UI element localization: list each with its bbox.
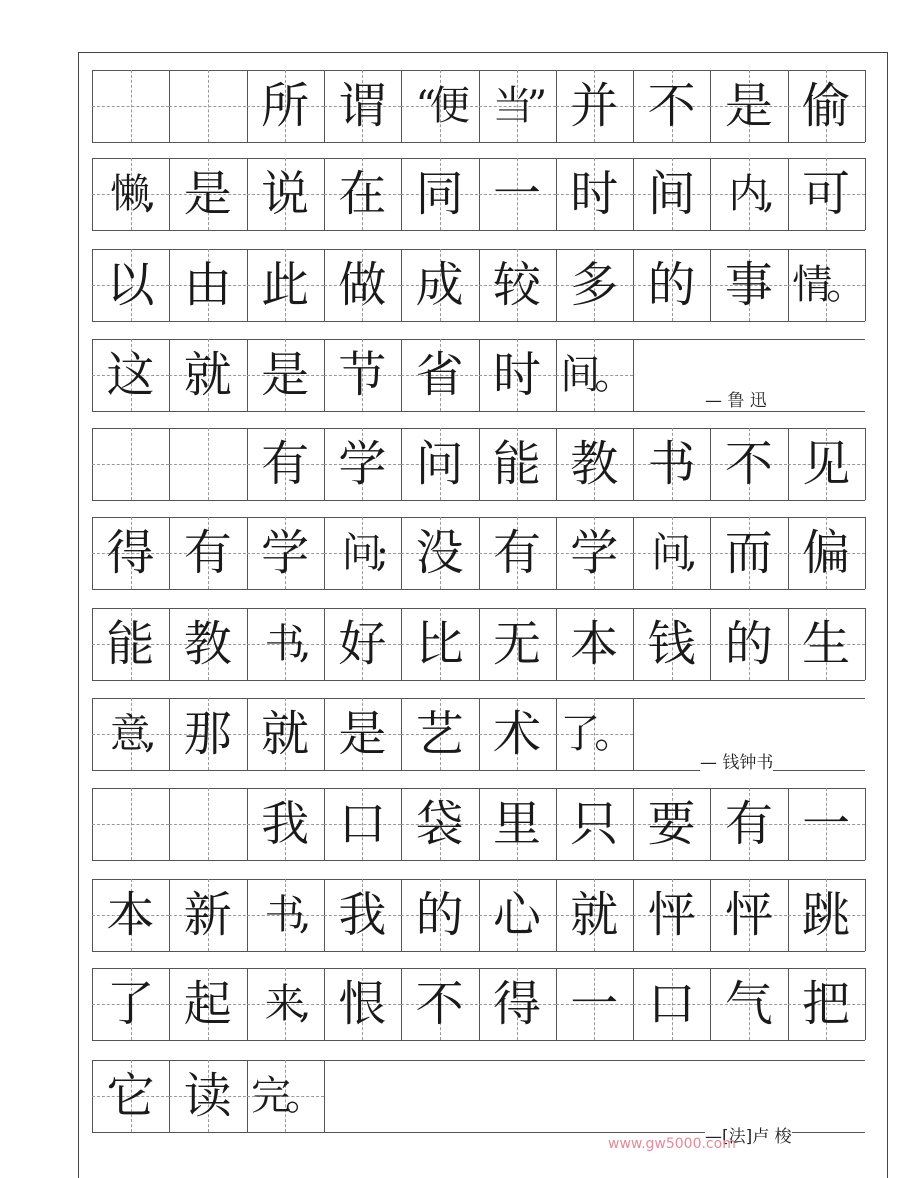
- cell-character: [92, 70, 169, 142]
- watermark-url: www.gw5000.com: [608, 1136, 736, 1152]
- grid-cell: [633, 158, 710, 230]
- cell-character: 较: [492, 257, 541, 313]
- cell-character: 有: [261, 436, 310, 492]
- cell-character: 所: [261, 78, 310, 134]
- grid-cell: [710, 428, 787, 500]
- cell-character: 谓: [338, 78, 387, 134]
- grid-cell: [401, 879, 478, 951]
- row-rule-bottom: [92, 1040, 865, 1041]
- cell-character: 事: [724, 257, 773, 313]
- grid-cell: [710, 608, 787, 680]
- grid-cell: [247, 428, 324, 500]
- cell-character: 得: [106, 525, 155, 581]
- cell-character: 好: [338, 616, 387, 672]
- grid-row: [92, 879, 865, 951]
- cell-border: [865, 70, 866, 142]
- cell-character: [92, 788, 169, 860]
- row-rule-bottom: [92, 411, 865, 412]
- cell-character: 恨: [338, 976, 387, 1032]
- grid-cell: [710, 788, 787, 860]
- cell-border: [865, 158, 866, 230]
- grid-cell: [169, 428, 246, 500]
- grid-cell: [556, 517, 633, 589]
- grid-cell: [788, 249, 865, 321]
- grid-cell: [633, 70, 710, 142]
- grid-cell: [479, 517, 556, 589]
- cell-character: 读: [183, 1068, 232, 1124]
- cell-character: 能: [492, 436, 541, 492]
- cell-character: 此: [261, 257, 310, 313]
- cell-character: 书: [647, 436, 696, 492]
- grid-cell: [633, 879, 710, 951]
- cell-character: 不: [724, 436, 773, 492]
- grid-cell: [324, 517, 401, 589]
- row-rule-bottom: [92, 230, 865, 231]
- grid-cell: [92, 339, 169, 411]
- grid-cell: [324, 70, 401, 142]
- grid-cell: [633, 788, 710, 860]
- attribution-qianzhongshu: — 钱钟书: [700, 748, 773, 773]
- grid-cell: [247, 70, 324, 142]
- cell-character: 情。: [792, 262, 861, 308]
- cell-border: [865, 879, 866, 951]
- cell-character: 本: [106, 887, 155, 943]
- grid-cell: [324, 428, 401, 500]
- grid-row: [92, 428, 865, 500]
- grid-cell: [479, 788, 556, 860]
- grid-cell: [92, 879, 169, 951]
- grid-cell: [247, 158, 324, 230]
- cell-character: 问;: [341, 530, 384, 576]
- grid-row: [92, 608, 865, 680]
- cell-character: 比: [415, 616, 464, 672]
- grid-cell: [788, 968, 865, 1040]
- cell-character: 偏: [802, 525, 851, 581]
- grid-cell: [710, 249, 787, 321]
- row-rule-bottom: [92, 500, 865, 501]
- cell-character: 怦: [724, 887, 773, 943]
- grid-cell: [92, 788, 169, 860]
- grid-cell: [556, 879, 633, 951]
- cell-border: [865, 788, 866, 860]
- cell-character: 一: [570, 976, 619, 1032]
- cell-character: 里: [492, 796, 541, 852]
- grid-cell: [324, 698, 401, 770]
- grid-cell: [401, 608, 478, 680]
- grid-cell: [556, 158, 633, 230]
- row-rule-bottom: [92, 680, 865, 681]
- grid-cell: [401, 249, 478, 321]
- cell-character: “便: [415, 83, 464, 129]
- grid-cell: [92, 698, 169, 770]
- grid-cell: [169, 879, 246, 951]
- grid-cell: [324, 608, 401, 680]
- cell-character: 的: [647, 257, 696, 313]
- cell-character: 不: [415, 976, 464, 1032]
- cell-character: 有: [183, 525, 232, 581]
- cell-character: 把: [802, 976, 851, 1032]
- cell-character: 就: [183, 347, 232, 403]
- grid-row: [92, 249, 865, 321]
- cell-border: [865, 428, 866, 500]
- cell-character: 那: [183, 706, 232, 762]
- cell-character: 懒,: [110, 171, 151, 217]
- cell-character: 间。: [560, 352, 629, 398]
- grid-cell: [92, 249, 169, 321]
- cell-character: 就: [261, 706, 310, 762]
- grid-cell: [92, 968, 169, 1040]
- grid-row: [92, 158, 865, 230]
- grid-cell: [169, 968, 246, 1040]
- grid-cell: [633, 517, 710, 589]
- cell-character: 完。: [251, 1073, 320, 1119]
- grid-cell: [401, 70, 478, 142]
- cell-border: [865, 517, 866, 589]
- cell-character: 省: [415, 347, 464, 403]
- cell-character: 同: [415, 166, 464, 222]
- grid-cell: [633, 249, 710, 321]
- cell-character: 书,: [264, 892, 306, 938]
- cell-character: 术: [492, 706, 541, 762]
- cell-character: 一: [492, 166, 541, 222]
- cell-character: 能: [106, 616, 155, 672]
- cell-character: 一: [802, 796, 851, 852]
- grid-cell: [788, 70, 865, 142]
- cell-character: 学: [338, 436, 387, 492]
- attribution-luxun: — 鲁 迅: [705, 386, 767, 411]
- cell-character: 我: [338, 887, 387, 943]
- row-rule-bottom: [92, 589, 865, 590]
- cell-border: [865, 249, 866, 321]
- grid-cell: [788, 517, 865, 589]
- grid-row: [92, 70, 865, 142]
- grid-cell: [169, 517, 246, 589]
- cell-character: 只: [570, 796, 619, 852]
- grid-cell: [92, 70, 169, 142]
- grid-cell: [169, 249, 246, 321]
- grid-cell: [247, 608, 324, 680]
- grid-cell: [479, 339, 556, 411]
- cell-character: 时: [492, 347, 541, 403]
- grid-cell: [710, 968, 787, 1040]
- grid-cell: [247, 879, 324, 951]
- cell-character: 气: [724, 976, 773, 1032]
- grid-cell: [479, 968, 556, 1040]
- grid-cell: [92, 158, 169, 230]
- cell-character: 跳: [802, 887, 851, 943]
- cell-character: 以: [106, 257, 155, 313]
- grid-cell: [479, 249, 556, 321]
- grid-cell: [401, 517, 478, 589]
- cell-character: 本: [570, 616, 619, 672]
- cell-character: 这: [106, 347, 155, 403]
- grid-cell: [247, 249, 324, 321]
- cell-character: 教: [570, 436, 619, 492]
- grid-cell: [479, 608, 556, 680]
- cell-character: 起: [183, 976, 232, 1032]
- grid-cell: [324, 879, 401, 951]
- grid-cell: [169, 70, 246, 142]
- cell-character: 当”: [492, 83, 542, 129]
- grid-cell: [247, 339, 324, 411]
- cell-character: 书,: [264, 621, 306, 667]
- grid-cell: [92, 428, 169, 500]
- cell-character: 是: [724, 78, 773, 134]
- grid-cell: [556, 428, 633, 500]
- cell-character: 生: [802, 616, 851, 672]
- cell-character: 教: [183, 616, 232, 672]
- cell-border: [633, 339, 634, 411]
- grid-cell: [92, 517, 169, 589]
- row-rule-bottom: [92, 860, 865, 861]
- cell-border: [324, 1060, 325, 1132]
- cell-character: 多: [570, 257, 619, 313]
- grid-cell: [788, 428, 865, 500]
- cell-character: 说: [261, 166, 310, 222]
- cell-character: 成: [415, 257, 464, 313]
- grid-cell: [401, 788, 478, 860]
- cell-character: 是: [261, 347, 310, 403]
- grid-cell: [324, 968, 401, 1040]
- cell-character: 而: [724, 525, 773, 581]
- grid-cell: [479, 428, 556, 500]
- cell-character: 袋: [415, 796, 464, 852]
- cell-character: 的: [724, 616, 773, 672]
- cell-character: 间: [647, 166, 696, 222]
- cell-character: 问,: [651, 530, 692, 576]
- grid-cell: [401, 698, 478, 770]
- cell-character: 了。: [560, 711, 629, 757]
- grid-cell: [788, 608, 865, 680]
- cell-character: 无: [492, 616, 541, 672]
- cell-character: [92, 428, 169, 500]
- cell-character: [169, 788, 246, 860]
- attribution-rousseau: —[法]卢 梭: [705, 1122, 792, 1147]
- grid-cell: [169, 698, 246, 770]
- grid-cell: [324, 249, 401, 321]
- grid-cell: [324, 339, 401, 411]
- cell-character: 是: [338, 706, 387, 762]
- cell-character: 口: [338, 796, 387, 852]
- grid-cell: [247, 698, 324, 770]
- grid-cell: [479, 158, 556, 230]
- grid-cell: [247, 788, 324, 860]
- grid-cell: [556, 788, 633, 860]
- cell-character: 来,: [264, 981, 306, 1027]
- grid-cell: [633, 608, 710, 680]
- cell-character: 在: [338, 166, 387, 222]
- grid-cell: [788, 879, 865, 951]
- grid-cell: [401, 158, 478, 230]
- grid-row: [92, 788, 865, 860]
- cell-character: 了: [106, 976, 155, 1032]
- grid-cell: [169, 339, 246, 411]
- grid-cell: [247, 1060, 324, 1132]
- cell-character: 怦: [647, 887, 696, 943]
- cell-character: 不: [647, 78, 696, 134]
- cell-character: 意,: [110, 711, 151, 757]
- cell-character: 就: [570, 887, 619, 943]
- cell-character: 没: [415, 525, 464, 581]
- grid-cell: [169, 608, 246, 680]
- cell-character: 做: [338, 257, 387, 313]
- grid-cell: [788, 158, 865, 230]
- grid-cell: [556, 698, 633, 770]
- grid-cell: [401, 968, 478, 1040]
- grid-cell: [633, 428, 710, 500]
- grid-cell: [169, 1060, 246, 1132]
- grid-cell: [92, 1060, 169, 1132]
- grid-cell: [556, 608, 633, 680]
- cell-character: 由: [183, 257, 232, 313]
- cell-character: 问: [415, 436, 464, 492]
- cell-character: 时: [570, 166, 619, 222]
- grid-cell: [247, 968, 324, 1040]
- cell-border: [865, 968, 866, 1040]
- cell-character: 学: [261, 525, 310, 581]
- cell-character: 节: [338, 347, 387, 403]
- grid-cell: [556, 968, 633, 1040]
- grid-cell: [169, 788, 246, 860]
- cell-border: [865, 608, 866, 680]
- cell-character: 有: [492, 525, 541, 581]
- grid-cell: [556, 339, 633, 411]
- grid-cell: [710, 158, 787, 230]
- grid-cell: [479, 698, 556, 770]
- row-rule-bottom: [92, 321, 865, 322]
- cell-character: 可: [802, 166, 851, 222]
- grid-cell: [556, 249, 633, 321]
- cell-character: 它: [106, 1068, 155, 1124]
- grid-cell: [92, 608, 169, 680]
- cell-character: 是: [183, 166, 232, 222]
- grid-cell: [710, 70, 787, 142]
- cell-character: 要: [647, 796, 696, 852]
- row-rule-bottom: [92, 142, 865, 143]
- grid-cell: [556, 70, 633, 142]
- grid-cell: [479, 879, 556, 951]
- grid-cell: [710, 517, 787, 589]
- cell-character: 学: [570, 525, 619, 581]
- grid-cell: [324, 788, 401, 860]
- cell-character: [169, 70, 246, 142]
- grid-cell: [169, 158, 246, 230]
- cell-character: 心: [492, 887, 541, 943]
- cell-character: 得: [492, 976, 541, 1032]
- cell-character: 并: [570, 78, 619, 134]
- grid-cell: [479, 70, 556, 142]
- grid-cell: [788, 788, 865, 860]
- grid-cell: [401, 339, 478, 411]
- cell-character: 钱: [647, 616, 696, 672]
- row-rule-bottom: [92, 951, 865, 952]
- grid-row: [92, 968, 865, 1040]
- cell-character: 见: [802, 436, 851, 492]
- cell-character: 内,: [728, 171, 770, 217]
- grid-cell: [247, 517, 324, 589]
- grid-cell: [324, 158, 401, 230]
- cell-character: 有: [724, 796, 773, 852]
- cell-character: 新: [183, 887, 232, 943]
- cell-character: 的: [415, 887, 464, 943]
- cell-character: 艺: [415, 706, 464, 762]
- grid-cell: [633, 968, 710, 1040]
- cell-character: 口: [647, 976, 696, 1032]
- cell-character: [169, 428, 246, 500]
- cell-character: 偷: [802, 78, 851, 134]
- grid-cell: [401, 428, 478, 500]
- cell-border: [633, 698, 634, 770]
- cell-character: 我: [261, 796, 310, 852]
- grid-row: [92, 517, 865, 589]
- grid-cell: [710, 879, 787, 951]
